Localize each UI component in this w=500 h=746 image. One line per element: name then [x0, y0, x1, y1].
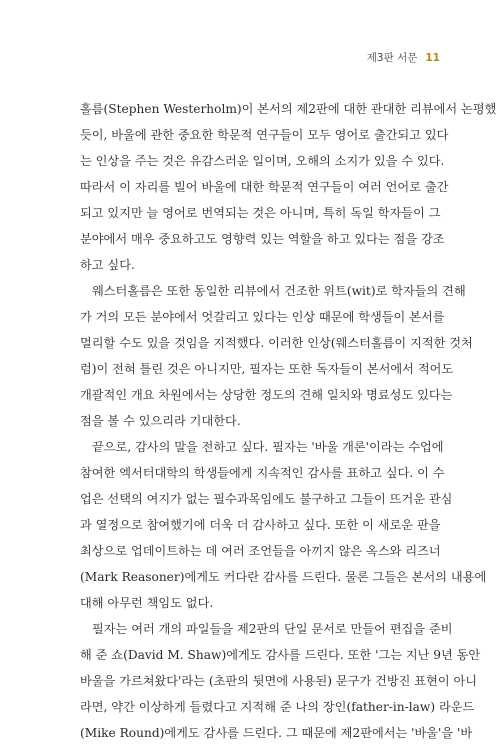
text-line: 끝으로, 감사의 말을 전하고 싶다. 필자는 '바울 개론'이라는 수업에: [92, 440, 444, 454]
chapter-title: 제3판 서문: [366, 52, 418, 64]
paragraph-block: [80, 96, 497, 746]
text-line: 듯이, 바울에 관한 중요한 학문적 연구들이 모두 영어로 출간되고 있다: [80, 128, 449, 142]
text-line: 웨스터홀름은 또한 동일한 리뷰에서 건조한 위트(wit)로 학자들의 견해: [92, 284, 466, 298]
running-header: [367, 50, 440, 65]
text-line: 가 거의 모든 분야에서 엇갈리고 있다는 인상 때문에 학생들이 본서를: [80, 310, 445, 324]
text-line: 홀름(Stephen Westerholm)이 본서의 제2판에 대한 관대한 리뷰에서 논평했: [80, 102, 497, 116]
text-line: 필자는 여러 개의 파일들을 제2판의 단일 문서로 만들어 편집을 준비: [92, 622, 453, 636]
text-line: (Mike Round)에게도 감사를 드린다. 그 때문에 제2판에서는 '바울'을 '바: [80, 726, 473, 740]
text-line: 분야에서 매우 중요하고도 영향력 있는 역할을 하고 있다는 점을 강조: [80, 232, 445, 246]
text-line: 되고 있지만 늘 영어로 번역되는 것은 아니며, 특히 독일 학자들이 그: [80, 206, 441, 220]
text-line: 과 열정으로 참여했기에 더욱 더 감사하고 싶다. 또한 이 새로운 판을: [80, 518, 441, 532]
text-line: 라면, 약간 이상하게 들렸다고 지적해 준 나의 장인(father-in-law) 라운드: [80, 700, 475, 714]
text-line: 하고 싶다.: [80, 258, 135, 272]
text-line: 최상으로 업데이트하는 데 여러 조언들을 아끼지 않은 옥스와 리즈너: [80, 544, 441, 558]
text-line: 개괄적인 개요 차원에서는 상당한 정도의 견해 일치와 명료성도 있다는: [80, 388, 453, 402]
text-line: (Mark Reasoner)에게도 커다란 감사를 드린다. 물론 그들은 본서의 내용에: [80, 570, 487, 584]
text-line: 럼)이 전혀 틀린 것은 아니지만, 필자는 또한 독자들이 본서에서 적어도: [80, 362, 454, 376]
text-line: 는 인상을 주는 것은 유감스러운 일이며, 오해의 소지가 있을 수 있다.: [80, 154, 445, 168]
text-line: 멀리할 수도 있을 것임을 지적했다. 이러한 인상(웨스터홀름이 지적한 것처: [80, 336, 473, 350]
page-number: 11: [425, 52, 440, 64]
text-line: 해 준 쇼(David M. Shaw)에게도 감사를 드린다. 또한 '그는 지난 9년 동안: [80, 648, 481, 662]
text-line: 업은 선택의 여지가 없는 필수과목임에도 불구하고 그들이 뜨거운 관심: [80, 492, 453, 506]
text-line: 대해 아무런 책임도 없다.: [80, 596, 214, 610]
text-line: 점을 볼 수 있으리라 기대한다.: [80, 414, 241, 428]
body-text: [80, 96, 497, 746]
text-line: 바울을 가르쳐왔다'라는 (초판의 뒷면에 사용된) 문구가 건방진 표현이 아니: [80, 674, 478, 688]
text-line: 따라서 이 자리를 빌어 바울에 대한 학문적 연구들이 여러 언어로 출간: [80, 180, 449, 194]
text-line: 참여한 엑서터대학의 학생들에게 지속적인 감사를 표하고 싶다. 이 수: [80, 466, 445, 480]
